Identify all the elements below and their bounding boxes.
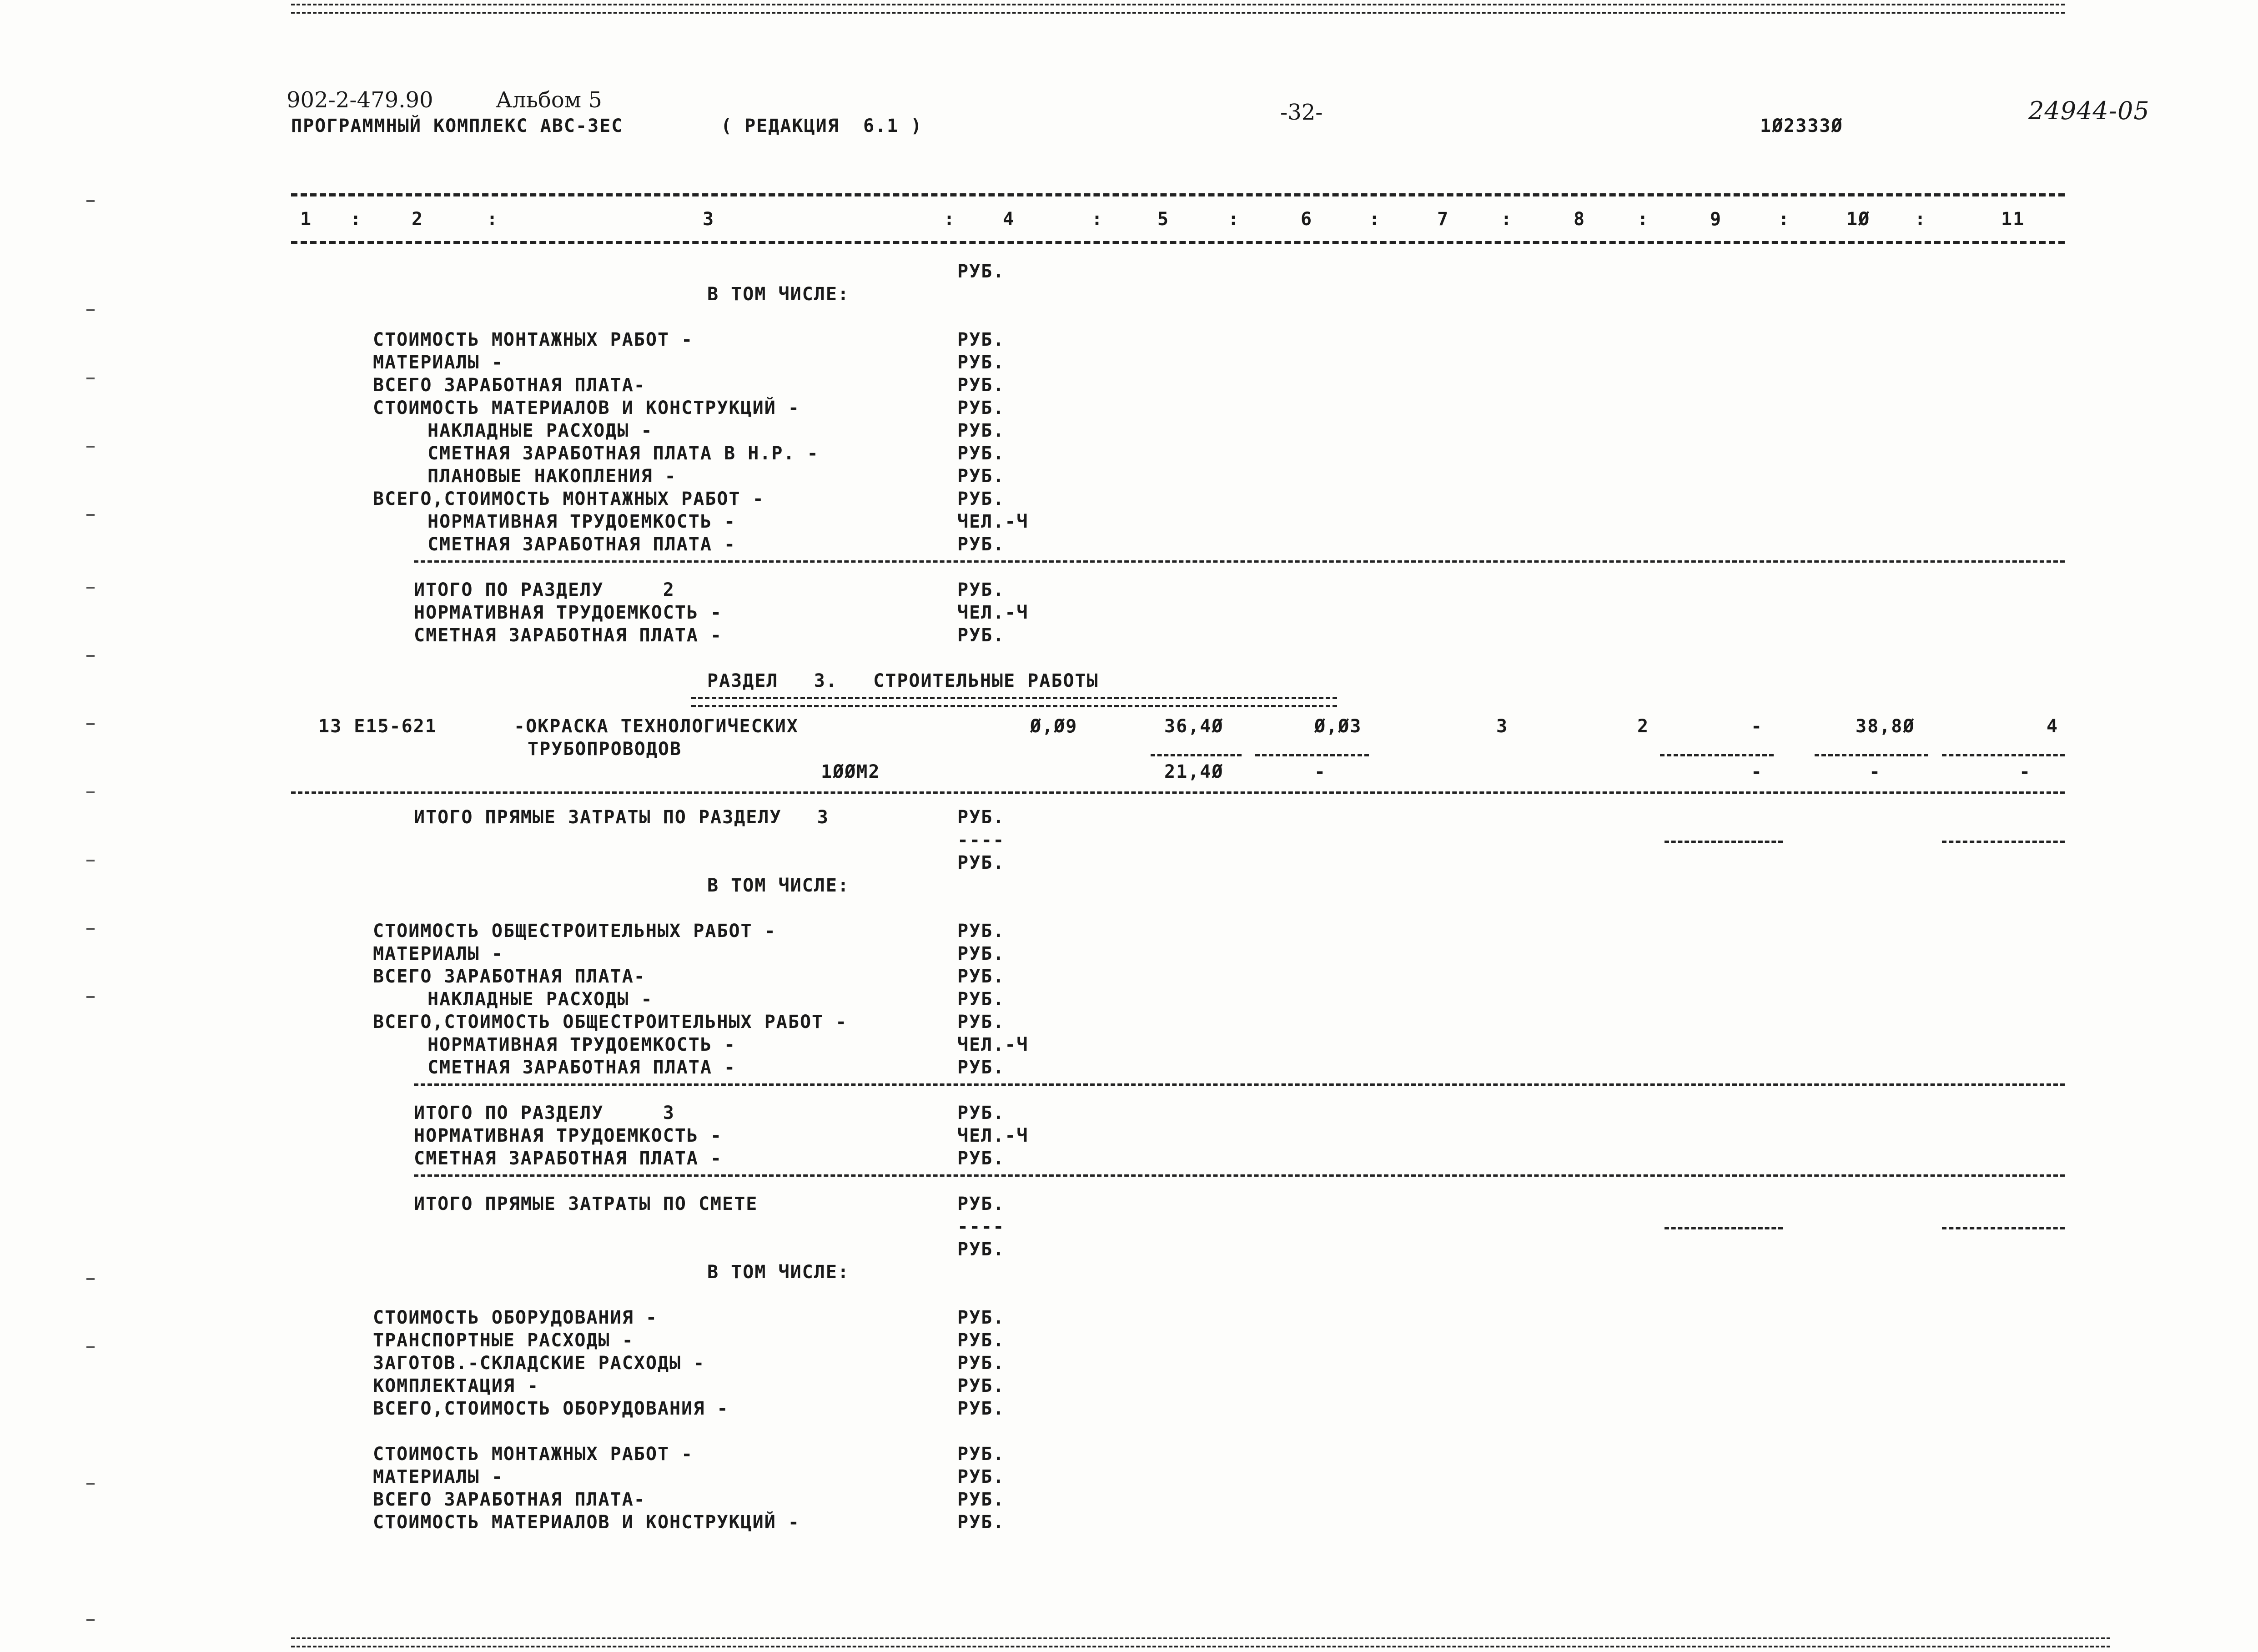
section-3-title-underline-2 [691, 705, 1337, 707]
row-unit: РУБ. [957, 534, 1005, 555]
margin-mark [86, 309, 95, 311]
margin-mark [86, 723, 95, 725]
row-label: ИТОГО ПО РАЗДЕЛУ 3 [414, 1103, 675, 1123]
margin-mark [86, 1346, 95, 1348]
row-label: НОРМАТИВНАЯ ТРУДОЕМКОСТЬ - [414, 1125, 723, 1146]
row-label: НОРМАТИВНАЯ ТРУДОЕМКОСТЬ - [414, 602, 723, 623]
row-label: КОМПЛЕКТАЦИЯ - [373, 1375, 539, 1396]
margin-mark [86, 791, 95, 793]
margin-mark [86, 996, 95, 998]
row-label: СТОИМОСТЬ МАТЕРИАЛОВ И КОНСТРУКЦИЙ - [373, 398, 800, 418]
column-separator: : [1915, 209, 1927, 230]
item-col6-rule [1255, 754, 1369, 756]
row-unit: РУБ. [957, 1466, 1005, 1487]
margin-mark [86, 1278, 95, 1280]
row-unit: ЧЕЛ.-Ч [957, 1125, 1029, 1146]
row-label: НАКЛАДНЫЕ РАСХОДЫ - [427, 989, 653, 1010]
row-unit: РУБ. [957, 1012, 1005, 1032]
item-col11b: - [2019, 761, 2032, 782]
row-label: СТОИМОСТЬ ОБОРУДОВАНИЯ - [373, 1307, 658, 1328]
column-separator: : [487, 209, 499, 230]
row-label: МАТЕРИАЛЫ - [373, 352, 503, 373]
column-header-3: 3 [703, 209, 715, 230]
inventory-number: 24944-05 [2028, 96, 2150, 125]
column-header-5: 5 [1157, 209, 1170, 230]
column-separator: : [1369, 209, 1381, 230]
row-label: ВСЕГО,СТОИМОСТЬ ОБЩЕСТРОИТЕЛЬНЫХ РАБОТ - [373, 1012, 848, 1032]
margin-mark [86, 587, 95, 589]
item-col5b: 21,4Ø [1164, 761, 1224, 782]
row-label: МАТЕРИАЛЫ - [373, 943, 503, 964]
margin-mark [86, 514, 95, 516]
row-unit: РУБ. [957, 489, 1005, 509]
row-label: НОРМАТИВНАЯ ТРУДОЕМКОСТЬ - [427, 1034, 736, 1055]
row-label: НОРМАТИВНАЯ ТРУДОЕМКОСТЬ - [427, 511, 736, 532]
estimate-col11-rule [1942, 1227, 2065, 1229]
estimate-col9-rule [1665, 1227, 1783, 1229]
row-unit: РУБ. [957, 852, 1005, 873]
document-number: 1Ø2333Ø [1760, 116, 1843, 136]
item-col9-rule [1660, 754, 1774, 756]
section-title: РАЗДЕЛ 3. СТРОИТЕЛЬНЫЕ РАБОТЫ [707, 670, 1099, 691]
row-unit: РУБ. [957, 1194, 1005, 1214]
margin-mark [86, 200, 95, 202]
column-header-4: 4 [1003, 209, 1015, 230]
row-unit: РУБ. [957, 1489, 1005, 1510]
row-label: ИТОГО ПО РАЗДЕЛУ 2 [414, 579, 675, 600]
program-name: ПРОГРАММНЫЙ КОМПЛЕКС АВС-3ЕС [291, 116, 624, 136]
row-label: СТОИМОСТЬ МОНТАЖНЫХ РАБОТ - [373, 329, 694, 350]
item-col6b: - [1314, 761, 1327, 782]
item-col10b: - [1869, 761, 1881, 782]
row-unit: ---- [957, 1216, 1005, 1237]
row-unit: РУБ. [957, 1398, 1005, 1419]
row-unit: РУБ. [957, 329, 1005, 350]
row-unit: РУБ. [957, 1330, 1005, 1351]
row-label: МАТЕРИАЛЫ - [373, 1466, 503, 1487]
item-end-rule [291, 791, 2065, 794]
column-separator: : [1091, 209, 1104, 230]
row-unit: РУБ. [957, 1057, 1005, 1078]
margin-mark [86, 378, 95, 379]
row-unit: РУБ. [957, 375, 1005, 396]
row-unit: РУБ. [957, 943, 1005, 964]
row-unit: РУБ. [957, 1444, 1005, 1465]
row-label: ИТОГО ПРЯМЫЕ ЗАТРАТЫ ПО РАЗДЕЛУ 3 [414, 807, 829, 828]
row-label: СТОИМОСТЬ ОБЩЕСТРОИТЕЛЬНЫХ РАБОТ - [373, 921, 776, 942]
item-unit: 1ØØМ2 [821, 761, 880, 782]
item-name-line2: ТРУБОПРОВОДОВ [528, 739, 682, 760]
row-label: ВСЕГО ЗАРАБОТНАЯ ПЛАТА- [373, 375, 646, 396]
column-header-2: 2 [412, 209, 424, 230]
item-col8: 2 [1637, 716, 1649, 737]
column-separator: : [1637, 209, 1649, 230]
item-col5-rule [1151, 754, 1242, 756]
margin-mark [86, 446, 95, 448]
section-title: В ТОМ ЧИСЛЕ: [707, 875, 850, 896]
edition-label: ( РЕДАКЦИЯ 6.1 ) [721, 116, 923, 136]
column-header-6: 6 [1301, 209, 1313, 230]
margin-mark [86, 1619, 95, 1621]
column-header-8: 8 [1574, 209, 1586, 230]
row-unit: РУБ. [957, 579, 1005, 600]
doc-code: 902-2-479.90 [287, 87, 433, 113]
row-label: НАКЛАДНЫЕ РАСХОДЫ - [427, 420, 653, 441]
album-label: Альбом 5 [496, 87, 602, 113]
row-label: СМЕТНАЯ ЗАРАБОТНАЯ ПЛАТА - [427, 1057, 736, 1078]
item-col5: 36,4Ø [1164, 716, 1224, 737]
item-col9b: - [1751, 761, 1763, 782]
column-separator: : [1228, 209, 1240, 230]
item-col11-rule [1942, 754, 2065, 756]
row-label: ТРАНСПОРТНЫЕ РАСХОДЫ - [373, 1330, 634, 1351]
column-header-11: 11 [2001, 209, 2025, 230]
top-edge-rule [291, 4, 2065, 14]
row-unit: РУБ. [957, 1239, 1005, 1260]
row-label: ВСЕГО ЗАРАБОТНАЯ ПЛАТА- [373, 966, 646, 987]
page-number: -32- [1280, 100, 1323, 125]
section-title: В ТОМ ЧИСЛЕ: [707, 1262, 850, 1283]
item-code: 13 E15-621 [318, 716, 437, 737]
row-unit: РУБ. [957, 921, 1005, 942]
row-label: ЗАГОТОВ.-СКЛАДСКИЕ РАСХОДЫ - [373, 1353, 705, 1374]
section-2-subtotal-rule [414, 560, 2065, 563]
margin-mark [86, 928, 95, 930]
item-col11: 4 [2047, 716, 2059, 737]
section-3-subtotal-rule [414, 1083, 2065, 1086]
column-header-9: 9 [1710, 209, 1722, 230]
row-unit: РУБ. [957, 989, 1005, 1010]
row-label: ВСЕГО,СТОИМОСТЬ МОНТАЖНЫХ РАБОТ - [373, 489, 764, 509]
estimate-total-rule [414, 1174, 2065, 1177]
column-separator: : [1501, 209, 1513, 230]
row-label: СТОИМОСТЬ МАТЕРИАЛОВ И КОНСТРУКЦИЙ - [373, 1512, 800, 1533]
row-label: СМЕТНАЯ ЗАРАБОТНАЯ ПЛАТА - [414, 625, 723, 646]
row-unit: ---- [957, 830, 1005, 851]
margin-mark [86, 1483, 95, 1485]
row-unit: РУБ. [957, 1307, 1005, 1328]
row-unit: РУБ. [957, 966, 1005, 987]
column-header-10: 1Ø [1846, 209, 1871, 230]
row-label: ВСЕГО,СТОИМОСТЬ ОБОРУДОВАНИЯ - [373, 1398, 729, 1419]
row-unit: РУБ. [957, 1148, 1005, 1169]
column-header-7: 7 [1437, 209, 1449, 230]
header-rule-bottom [291, 241, 2065, 244]
row-unit: РУБ. [957, 420, 1005, 441]
item-col10: 38,8Ø [1856, 716, 1915, 737]
margin-mark [86, 860, 95, 861]
item-name-line1: -ОКРАСКА ТЕХНОЛОГИЧЕСКИХ [514, 716, 799, 737]
item-col9: - [1751, 716, 1763, 737]
row-label: СТОИМОСТЬ МОНТАЖНЫХ РАБОТ - [373, 1444, 694, 1465]
row-unit: РУБ. [957, 1103, 1005, 1123]
row-unit: РУБ. [957, 625, 1005, 646]
row-unit: РУБ. [957, 1353, 1005, 1374]
row-label: ВСЕГО ЗАРАБОТНАЯ ПЛАТА- [373, 1489, 646, 1510]
section-3-title-underline [691, 697, 1337, 699]
item-col10-rule [1815, 754, 1928, 756]
item-col7: 3 [1496, 716, 1509, 737]
row-label: ИТОГО ПРЯМЫЕ ЗАТРАТЫ ПО СМЕТЕ [414, 1194, 758, 1214]
row-label: СМЕТНАЯ ЗАРАБОТНАЯ ПЛАТА - [427, 534, 736, 555]
section-title: В ТОМ ЧИСЛЕ: [707, 284, 850, 305]
row-unit: РУБ. [957, 352, 1005, 373]
header-rule-top [291, 193, 2065, 196]
column-separator: : [1778, 209, 1790, 230]
column-separator: : [944, 209, 956, 230]
section-3-col9-rule [1665, 841, 1783, 843]
section-3-col11-rule [1942, 841, 2065, 843]
row-unit: РУБ. [957, 398, 1005, 418]
row-label: СМЕТНАЯ ЗАРАБОТНАЯ ПЛАТА В Н.Р. - [427, 443, 819, 464]
row-unit: РУБ. [957, 443, 1005, 464]
row-label: СМЕТНАЯ ЗАРАБОТНАЯ ПЛАТА - [414, 1148, 723, 1169]
row-unit: ЧЕЛ.-Ч [957, 511, 1029, 532]
row-unit: РУБ. [957, 1375, 1005, 1396]
row-unit: РУБ. [957, 466, 1005, 487]
item-col4: Ø,Ø9 [1030, 716, 1078, 737]
bottom-edge-rule [291, 1637, 2110, 1647]
row-unit: РУБ. [957, 807, 1005, 828]
column-separator: : [350, 209, 362, 230]
row-unit: РУБ. [957, 1512, 1005, 1533]
margin-mark [86, 655, 95, 657]
item-col6: Ø,Ø3 [1314, 716, 1362, 737]
row-label: ПЛАНОВЫЕ НАКОПЛЕНИЯ - [427, 466, 677, 487]
row-unit: РУБ. [957, 261, 1005, 282]
row-unit: ЧЕЛ.-Ч [957, 1034, 1029, 1055]
column-header-1: 1 [300, 209, 312, 230]
row-unit: ЧЕЛ.-Ч [957, 602, 1029, 623]
